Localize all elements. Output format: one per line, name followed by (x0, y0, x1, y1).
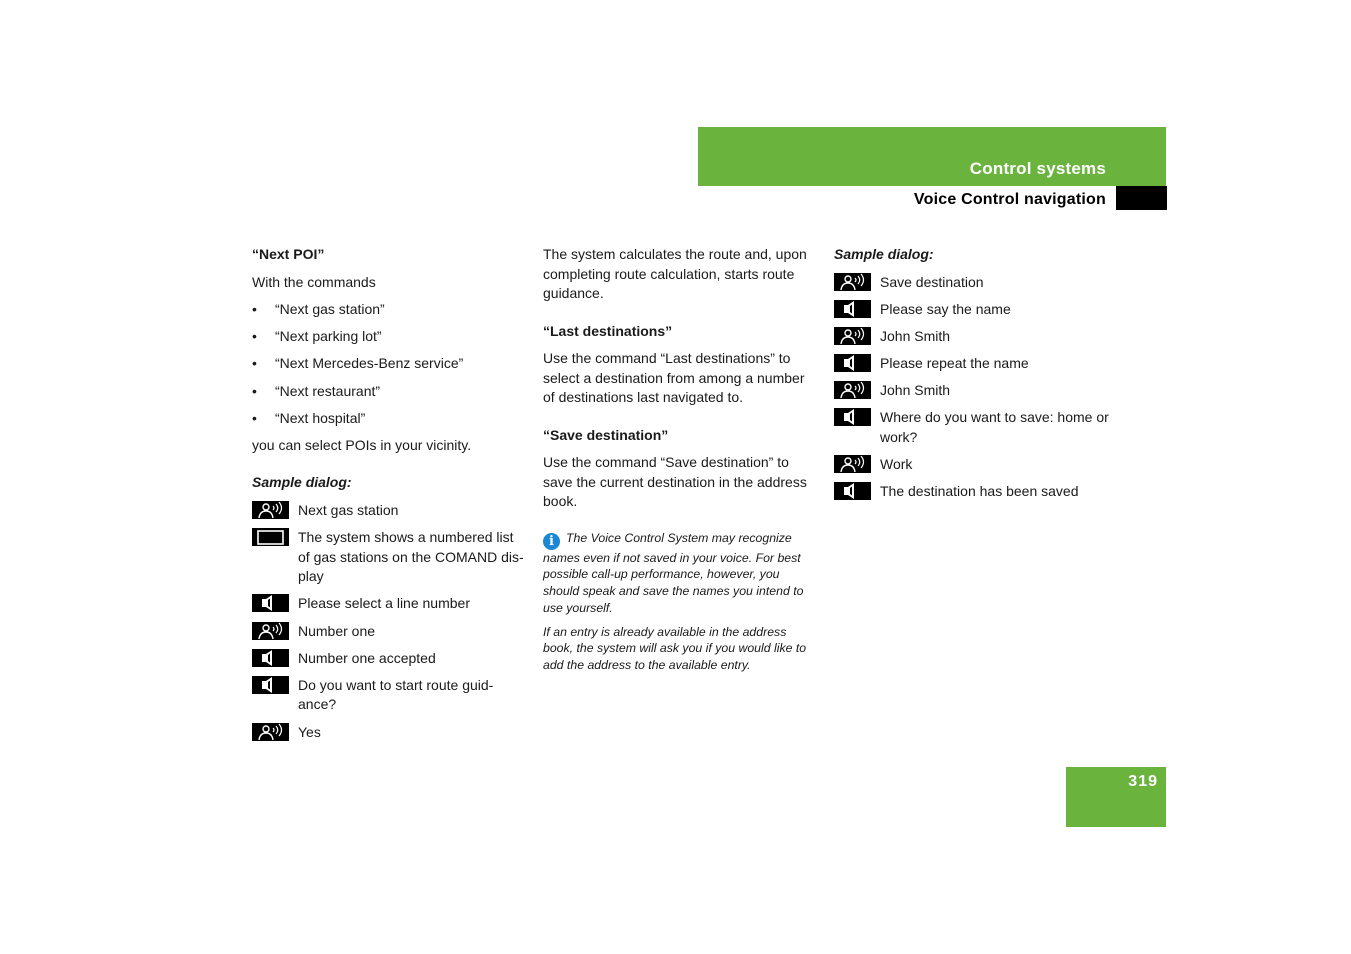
speaker-icon (834, 482, 871, 500)
dialog-row (252, 723, 528, 743)
dialog-row (834, 455, 1109, 475)
list-item: • “Next restaurant” (252, 382, 528, 402)
speaker-icon (834, 300, 871, 318)
dialog-row (834, 381, 1109, 401)
user-speaking-icon (834, 273, 871, 291)
dialog-text: Please repeat the name (880, 355, 1029, 372)
info-note-continued: If an entry is already available in the address book, the system will ask you if you would like to add the address to the available entry. (543, 624, 807, 673)
speaker-icon (252, 649, 289, 667)
dialog-text: John Smith (880, 382, 951, 399)
page-number-box (1066, 767, 1166, 827)
dialog-text: Number one accepted (298, 649, 436, 666)
user-speaking-icon (834, 327, 871, 345)
heading-last-destinations: “Last destinations” (543, 322, 673, 339)
user-speaking-icon (252, 501, 289, 519)
dialog-text: Yes (298, 723, 321, 740)
paragraph-outro: you can select POIs in your vicinity. (252, 436, 472, 453)
list-item: • “Next gas station” (252, 300, 528, 320)
speaker-icon (252, 594, 289, 612)
column-left (252, 245, 528, 750)
display-icon (252, 528, 289, 546)
page-number: 319 (1128, 773, 1158, 790)
dialog-text: John Smith (880, 327, 951, 344)
subsection-title: Voice Control navigation (913, 191, 1106, 208)
command-list (252, 300, 528, 428)
dialog-row (252, 528, 528, 587)
paragraph-save-destination: Use the command “Save destination” to save the current destination in the address book. (543, 454, 807, 509)
dialog-text: Save destination (880, 273, 984, 290)
dialog-text: Where do you want to save: home or work? (880, 409, 1109, 445)
dialog-text: Do you want to start route guid-ance? (298, 676, 494, 713)
paragraph-route-guidance: The system calculates the route and, upon completing route calculation, starts route guidance. (543, 246, 807, 301)
paragraph-intro: With the commands (252, 273, 376, 290)
dialog-row (252, 676, 528, 715)
section-tab-marker (1116, 186, 1167, 210)
speaker-icon (834, 408, 871, 426)
dialog-row (834, 300, 1109, 320)
dialog-row (252, 649, 528, 669)
column-middle (543, 245, 818, 681)
dialog-text: The destination has been saved (880, 483, 1079, 500)
dialog-list (252, 501, 528, 742)
paragraph-last-destinations: Use the command “Last destinations” to select a destination from among a number of destinations last navigated to. (543, 350, 805, 405)
dialog-row (834, 408, 1109, 447)
dialog-text: Work (880, 456, 913, 473)
dialog-text: Number one (298, 622, 376, 639)
user-speaking-icon (834, 381, 871, 399)
speaker-icon (834, 354, 871, 372)
info-icon: i (543, 533, 560, 550)
dialog-row (834, 327, 1109, 347)
dialog-row (834, 482, 1109, 502)
dialog-list (834, 273, 1109, 502)
dialog-row (252, 622, 528, 642)
info-note (543, 530, 818, 617)
list-item: • “Next hospital” (252, 409, 528, 429)
dialog-row (834, 354, 1109, 374)
user-speaking-icon (252, 622, 289, 640)
note-text: The Voice Control System may recognize names even if not saved in your voice. For best possible call-up performance, however, you should speak and save the names you intend to use yourself. (543, 530, 804, 615)
heading-next-poi: “Next POI” (252, 246, 325, 262)
user-speaking-icon (252, 723, 289, 741)
sample-dialog-label: Sample dialog: (252, 474, 352, 491)
heading-save-destination: “Save destination” (543, 426, 669, 443)
dialog-text: Please say the name (880, 300, 1011, 317)
column-right (834, 245, 1109, 510)
speaker-icon (252, 676, 289, 694)
dialog-text: Next gas station (298, 501, 399, 518)
dialog-text: The system shows a numbered list of gas stations on the COMAND dis-play (298, 529, 524, 585)
list-item: • “Next Mercedes-Benz service” (252, 354, 528, 374)
dialog-row (834, 273, 1109, 293)
dialog-text: Please select a line number (298, 595, 470, 612)
dialog-row (252, 594, 528, 614)
dialog-row (252, 501, 528, 521)
section-title: Control systems (969, 159, 1106, 178)
list-item: • “Next parking lot” (252, 327, 528, 347)
sample-dialog-label: Sample dialog: (834, 246, 934, 262)
user-speaking-icon (834, 455, 871, 473)
